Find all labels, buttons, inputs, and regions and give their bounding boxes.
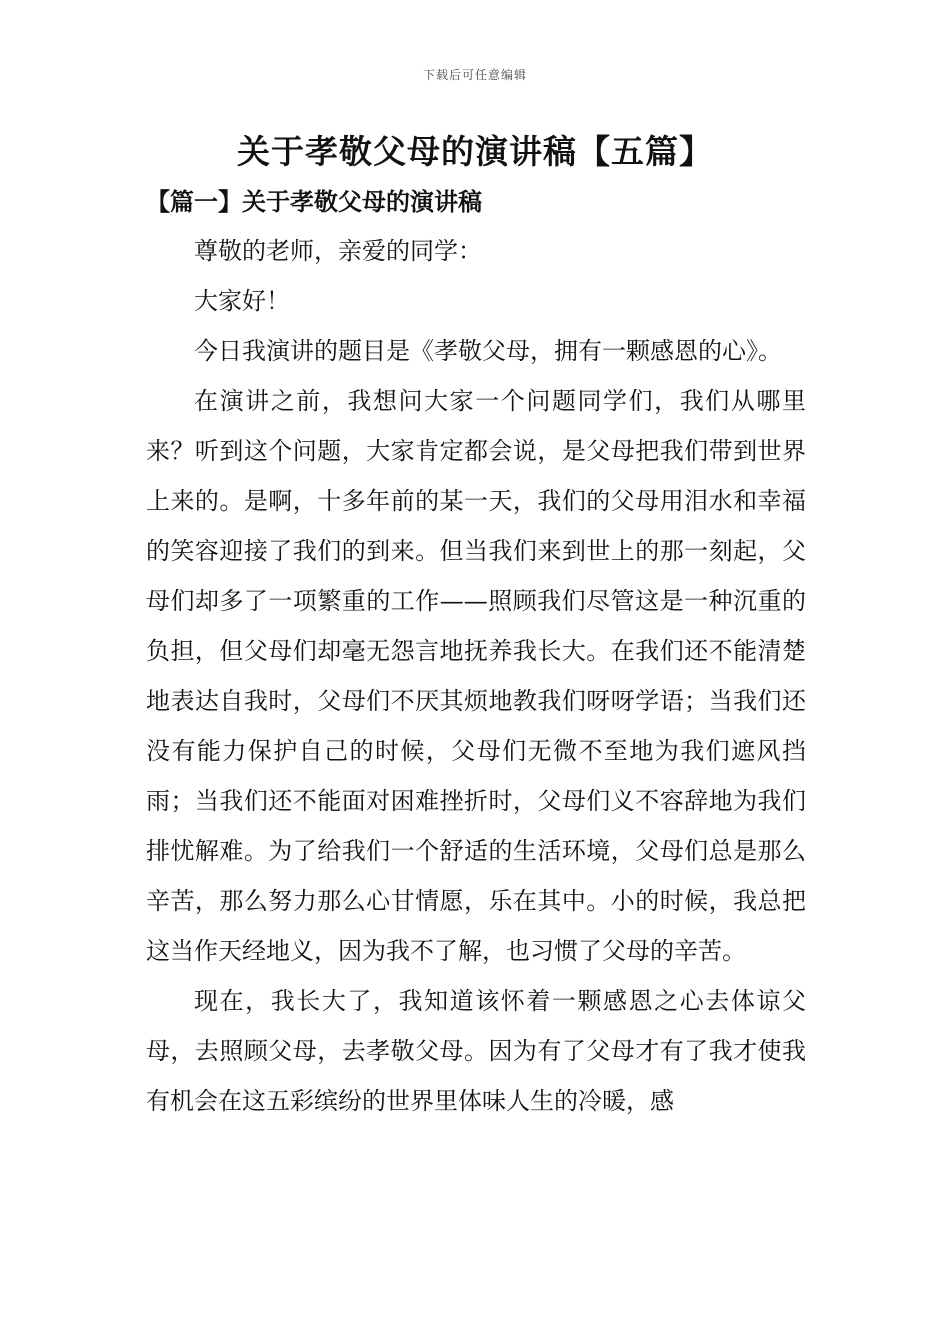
document-body: [146, 226, 806, 1126]
section-heading: 【篇一】关于孝敬父母的演讲稿: [146, 187, 482, 216]
paragraph-body-2: 现在，我长大了，我知道该怀着一颗感恩之心去体谅父母，去照顾父母，去孝敬父母。因为有了父母才有了我才使我有机会在这五彩缤纷的世界里体味人生的冷暖，感: [146, 987, 806, 1115]
paragraph-body-1: 在演讲之前，我想问大家一个问题同学们，我们从哪里来？听到这个问题，大家肯定都会说，是父母把我们带到世界上来的。是啊，十多年前的某一天，我们的父母用泪水和幸福的笑容迎接了我们的到来。但当我们来到世上的那一刻起，父母们却多了一项繁重的工作——照顾我们尽管这是一种沉重的负担，但父母们却毫无怨言地抚养我长大。在我们还不能清楚地表达自我时，父母们不厌其烦地教我们呀呀学语；当我们还没有能力保护自己的时候，父母们无微不至地为我们遮风挡雨；当我们还不能面对困难挫折时，父母们义不容辞地为我们排忧解难。为了给我们一个舒适的生活环境，父母们总是那么辛苦，那么努力那么心甘情愿，乐在其中。小的时候，我总把这当作天经地义，因为我不了解，也习惯了父母的辛苦。: [146, 387, 806, 965]
document-title: 关于孝敬父母的演讲稿【五篇】: [237, 132, 713, 171]
paragraph-salutation: 尊敬的老师，亲爱的同学：: [194, 237, 482, 265]
paragraph-greeting: 大家好！: [194, 287, 290, 315]
header-note: 下载后可任意编辑: [422, 68, 527, 82]
paragraph-topic: 今日我演讲的题目是《孝敬父母，拥有一颗感恩的心》。: [194, 337, 782, 365]
